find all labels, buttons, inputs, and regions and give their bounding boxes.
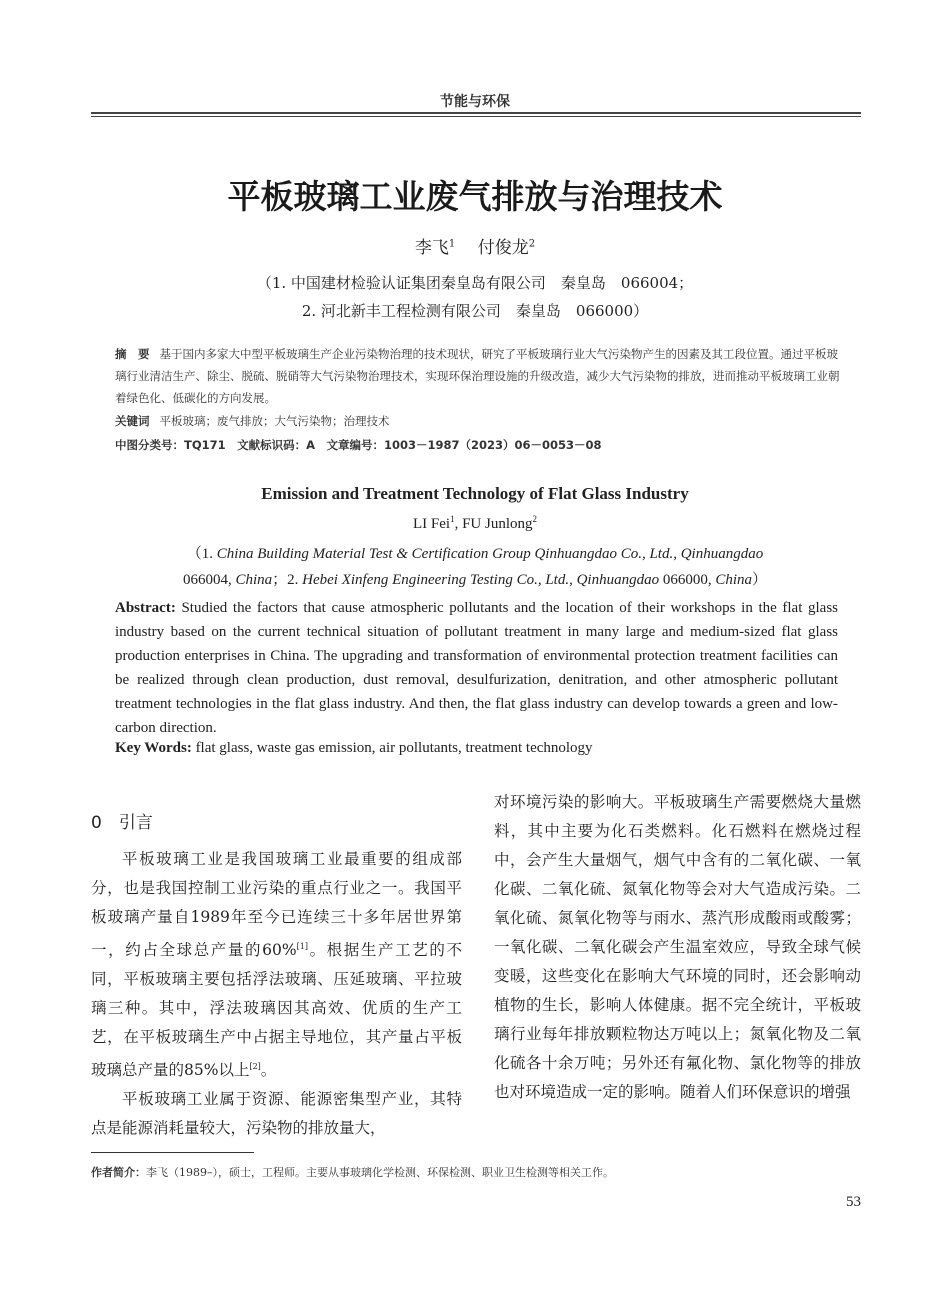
keywords-cn-text: 平板玻璃；废气排放；大气污染物；治理技术 xyxy=(159,414,390,428)
keywords-cn-label: 关键词 xyxy=(115,414,150,428)
english-title: Emission and Treatment Technology of Flat Glass Industry xyxy=(261,484,689,503)
footnote-rule xyxy=(91,1152,254,1153)
en-keywords-label: Key Words: xyxy=(115,740,192,756)
en-abstract-text: Studied the factors that cause atmospheric pollutants and the location of their workshops in the flat glass industry based on the current technical situation of pollutant treatment in many large and medium-sized flat glass production enterprises in China. The upgrading and transformation of environmental protection treatment facilities can be realized through clean production, dust removal, desulfurization, denitration, and other atmospheric pollutant treatment technologies in the flat glass industry. And then, the flat glass industry can develop towards a green and low-carbon direction. xyxy=(115,600,839,736)
header-rule-thin xyxy=(91,116,861,117)
affiliation-cn-2: 2. 河北新丰工程检测有限公司 秦皇岛 066000） xyxy=(301,302,649,320)
author-2: 付俊龙 xyxy=(477,238,529,258)
en-author-2: FU Junlong xyxy=(462,516,533,532)
authors-cn xyxy=(0,233,950,258)
en-author-1: LI Fei xyxy=(412,516,451,532)
body-left-column xyxy=(91,845,462,1143)
english-abstract xyxy=(115,596,838,740)
english-authors: LI Fei$^1$, FU Junlong$^2$ xyxy=(412,514,537,532)
footnote-text: 李飞（1989–），硕士，工程师。主要从事玻璃化学检测、环保检测、职业卫生检测等相关工作。 xyxy=(146,1166,614,1179)
author-1: 李飞 xyxy=(414,238,449,258)
section-label: 节能与环保 xyxy=(440,94,510,110)
author-2-sup: 2 xyxy=(528,238,536,250)
en-aff2-d: Hebei Xinfeng Engineering Testing Co., Ltd., Qinhuangdao xyxy=(302,572,660,588)
en-author-2-sup: 2 xyxy=(532,514,537,524)
footnote-label: 作者简介： xyxy=(91,1166,146,1179)
en-aff2-c: ；2. xyxy=(272,572,303,588)
page-number: 53 xyxy=(846,1194,861,1210)
body-paragraph-2: 平板玻璃工业属于资源、能源密集型产业，其特点是能源消耗量较大，污染物的排放量大， xyxy=(91,1090,462,1138)
english-affiliation-1 xyxy=(0,542,950,563)
p1-text-b: 。根据生产工艺的不同，平板玻璃主要包括浮法玻璃、压延玻璃、平拉玻璃三种。其中，浮法玻璃因其高效、优质的生产工艺，在平板玻璃生产中占据主导地位，其产量占平板玻璃总产量的85%以上 xyxy=(91,941,462,1080)
en-aff2-a: 066004, xyxy=(182,572,236,588)
en-aff2-b: China xyxy=(235,572,273,588)
abstract-cn-text: 基于国内多家大中型平板玻璃生产企业污染物治理的技术现状，研究了平板玻璃行业大气污染物产生的因素及其工段位置。通过平板玻璃行业清洁生产、除尘、脱硫、脱硝等大气污染物治理技术，实现环保治理设施的升级改造，减少大气污染物的排放，进而推动平板玻璃工业朝着绿色化、低碳化的方向发展。 xyxy=(115,347,840,405)
en-keywords-text: flat glass, waste gas emission, air pollutants, treatment technology xyxy=(195,740,593,756)
en-author-1-sup: 1 xyxy=(450,514,455,524)
abstract-cn xyxy=(115,343,840,409)
citation-1: [1] xyxy=(296,942,308,951)
header-rule-thick xyxy=(91,112,861,114)
body-paragraph-1 xyxy=(91,845,462,1085)
en-aff1-italic: China Building Material Test & Certification Group Qinhuangdao Co., Ltd., Qinhuangdao xyxy=(216,546,764,562)
abstract-cn-label: 摘 要 xyxy=(115,347,150,361)
keywords-cn xyxy=(115,410,840,432)
p1-text-c: 。 xyxy=(260,1061,277,1080)
en-aff2-g: ） xyxy=(752,572,768,588)
en-aff2-f: China xyxy=(715,572,753,588)
english-affiliation-2 xyxy=(0,568,950,589)
body-right-text: 对环境污染的影响大。平板玻璃生产需要燃烧大量燃料，其中主要为化石类燃料。化石燃料在燃烧过程中，会产生大量烟气，烟气中含有的二氧化碳、一氧化碳、二氧化硫、氮氧化物等会对大气造成污染。二氧化硫、氮氧化物等与雨水、蒸汽形成酸雨或酸雾；一氧化碳、二氧化碳会产生温室效应，导致全球气候变暖，这些变化在影响大气环境的同时，还会影响动植物的生长，影响人体健康。据不完全统计，平板玻璃行业每年排放颗粒物达万吨以上；氮氧化物及二氧化硫各十余万吨；另外还有氟化物、氯化物等的排放也对环境造成一定的影响。随着人们环保意识的增强 xyxy=(494,793,861,1101)
english-keywords xyxy=(115,740,593,757)
author-footnote xyxy=(91,1164,614,1180)
body-right-column xyxy=(494,788,861,1107)
p1-text-a: 平板玻璃工业是我国玻璃工业最重要的组成部分，也是我国控制工业污染的重点行业之一。我国平板玻璃产量自1989年至今已连续三十多年居世界第一，约占全球总产量的60% xyxy=(91,850,462,960)
affiliation-cn-1: （1. 中国建材检验认证集团秦皇岛有限公司 秦皇岛 066004； xyxy=(256,274,694,292)
citation-2: [2] xyxy=(249,1062,261,1072)
page-title: 平板玻璃工业废气排放与治理技术 xyxy=(227,177,723,216)
en-aff1-prefix: （1. xyxy=(186,546,217,562)
classification-line: 中图分类号：TQ171 文献标识码：A 文章编号：1003－1987（2023）06－0053－08 xyxy=(115,438,602,452)
author-1-sup: 1 xyxy=(448,238,456,250)
en-abstract-label: Abstract: xyxy=(115,600,176,616)
en-aff2-e: 066000, xyxy=(659,572,716,588)
section-heading-intro: 0 引言 xyxy=(91,813,153,833)
